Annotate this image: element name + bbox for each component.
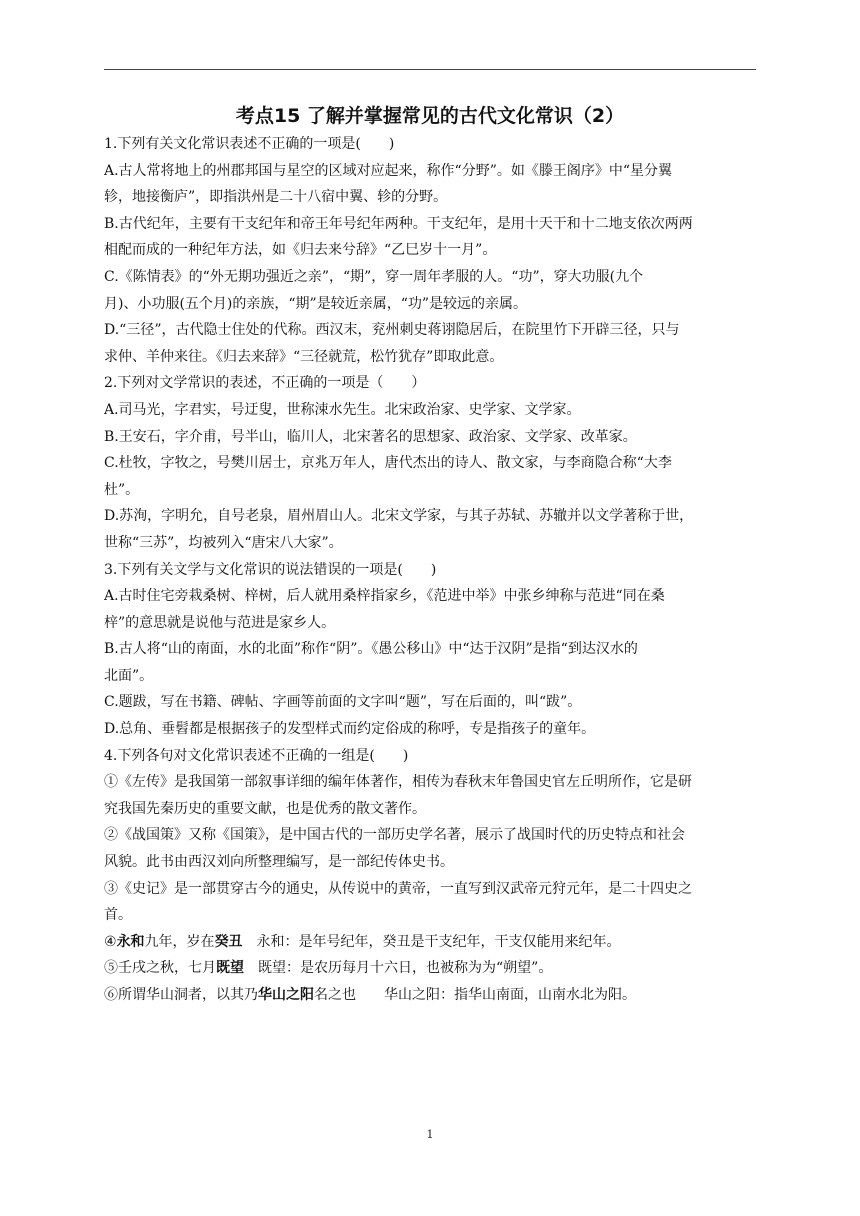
bold-term: 华山之阳 [258,987,314,1003]
text-line: A.司马光，字君实，号迂叟，世称涑水先生。北宋政治家、史学家、文学家。 [104,401,581,418]
text-line: 求仲、羊仲来往。《归去来辞》“三径就荒，松竹犹存”即取此意。 [104,348,504,365]
text-line: 世称“三苏”，均被列入“唐宋八大家”。 [104,534,343,551]
text-line: 1.下列有关文化常识表述不正确的一项是( ) [104,136,395,152]
text-line [104,955,756,982]
text-line: 杜”。 [104,481,140,498]
text-line: 北面”。 [104,667,154,684]
text-segment: 既望：是农历每月十六日，也被称为为“朔望”。 [244,960,553,977]
text-line: A.古人常将地上的州郡邦国与星空的区域对应起来，称作“分野”。如《滕王阁序》中“星分翼 [104,162,673,179]
bold-term: 癸丑 [214,933,243,950]
text-line: 相配而成的一种纪年方法，如《归去来兮辞》“乙巳岁十一月”。 [104,242,497,259]
page-number: 1 [426,1128,434,1141]
text-line: 2.下列对文学常识的表述，不正确的一项是（ ） [104,375,426,392]
text-line: 究我国先秦历史的重要文献，也是优秀的散文著作。 [104,800,426,817]
text-line: 风貌。此书由西汉刘向所整理编写，是一部纪传体史书。 [104,854,454,871]
text-line: C.杜牧，字牧之，号樊川居士，京兆万年人，唐代杰出的诗人、散文家，与李商隐合称“大李 [104,455,672,472]
text-line: ③《史记》是一部贯穿古今的通史，从传说中的黄帝，一直写到汉武帝元狩元年，是二十四史之 [104,880,692,897]
text-line: 3.下列有关文学与文化常识的说法错误的一项是( ) [104,561,437,578]
text-line: D.苏洵，字明允，自号老泉，眉州眉山人。北宋文学家，与其子苏轼、苏辙并以文学著称于世， [104,508,694,525]
text-segment: ⑤壬戌之秋，七月 [104,960,216,977]
text-line [104,982,756,1009]
text-line: D.“三径”，古代隐士住处的代称。西汉末，兖州刺史蒋诩隐居后，在院里竹下开辟三径，只与 [104,322,680,339]
text-line: 梓”的意思就是说他与范进是家乡人。 [104,614,336,631]
text-segment: ⑥所谓华山洞者，以其乃 [104,987,258,1003]
text-segment: 九年，岁在 [144,933,215,950]
text-line: D.总角、垂髫都是根据孩子的发型样式而约定俗成的称呼，专是指孩子的童年。 [104,721,596,738]
text-line: 4.下列各句对文化常识表述不正确的一组是( ) [104,747,409,764]
text-segment: 永和：是年号纪年，癸丑是干支纪年，干支仅能用来纪年。 [242,933,621,950]
text-line: ①《左传》是我国第一部叙事详细的编年体著作，相传为春秋末年鲁国史官左丘明所作，它是研 [104,774,692,791]
text-line: 轸，地接衡庐”，即指洪州是二十八宿中翼、轸的分野。 [104,189,448,206]
text-line: B.古人将“山的南面，水的北面”称作“阴”。《愚公移山》中“达于汉阴”是指“到达汉水的 [104,641,638,658]
document-body [104,131,756,1009]
text-segment: 名之也 华山之阳：指华山南面，山南水北为阳。 [314,987,636,1003]
text-line: C.题跋，写在书籍、碑帖、字画等前面的文字叫“题”，写在后面的，叫“跋”。 [104,694,582,711]
text-line: 月)、小功服(五个月)的亲族，“期”是较近亲属，“功”是较远的亲属。 [104,295,528,312]
text-line: C.《陈情表》的“外无期功强近之亲”，“期”，穿一周年孝服的人。“功”，穿大功服(九个 [104,268,644,285]
header-rule [104,69,756,70]
text-line: ②《战国策》又称《国策》，是中国古代的一部历史学名著，展示了战国时代的历史特点和社会 [104,827,685,844]
text-line [104,929,756,956]
text-line: A.古时住宅旁栽桑树、梓树，后人就用桑梓指家乡，《范进中举》中张乡绅称与范进“同在桑 [104,588,665,605]
text-line: 首。 [104,907,132,924]
page-title: 考点15 了解并掌握常见的古代文化常识（2） [235,105,625,127]
text-segment: ④ [104,933,117,950]
bold-term: 既望 [216,960,244,977]
bold-term: 永和 [116,933,145,950]
text-line: B.王安石，字介甫，号半山，临川人，北宋著名的思想家、政治家、文学家、改革家。 [104,428,637,445]
text-line: B.古代纪年，主要有干支纪年和帝王年号纪年两种。干支纪年，是用十天干和十二地支依次两两 [104,215,693,232]
